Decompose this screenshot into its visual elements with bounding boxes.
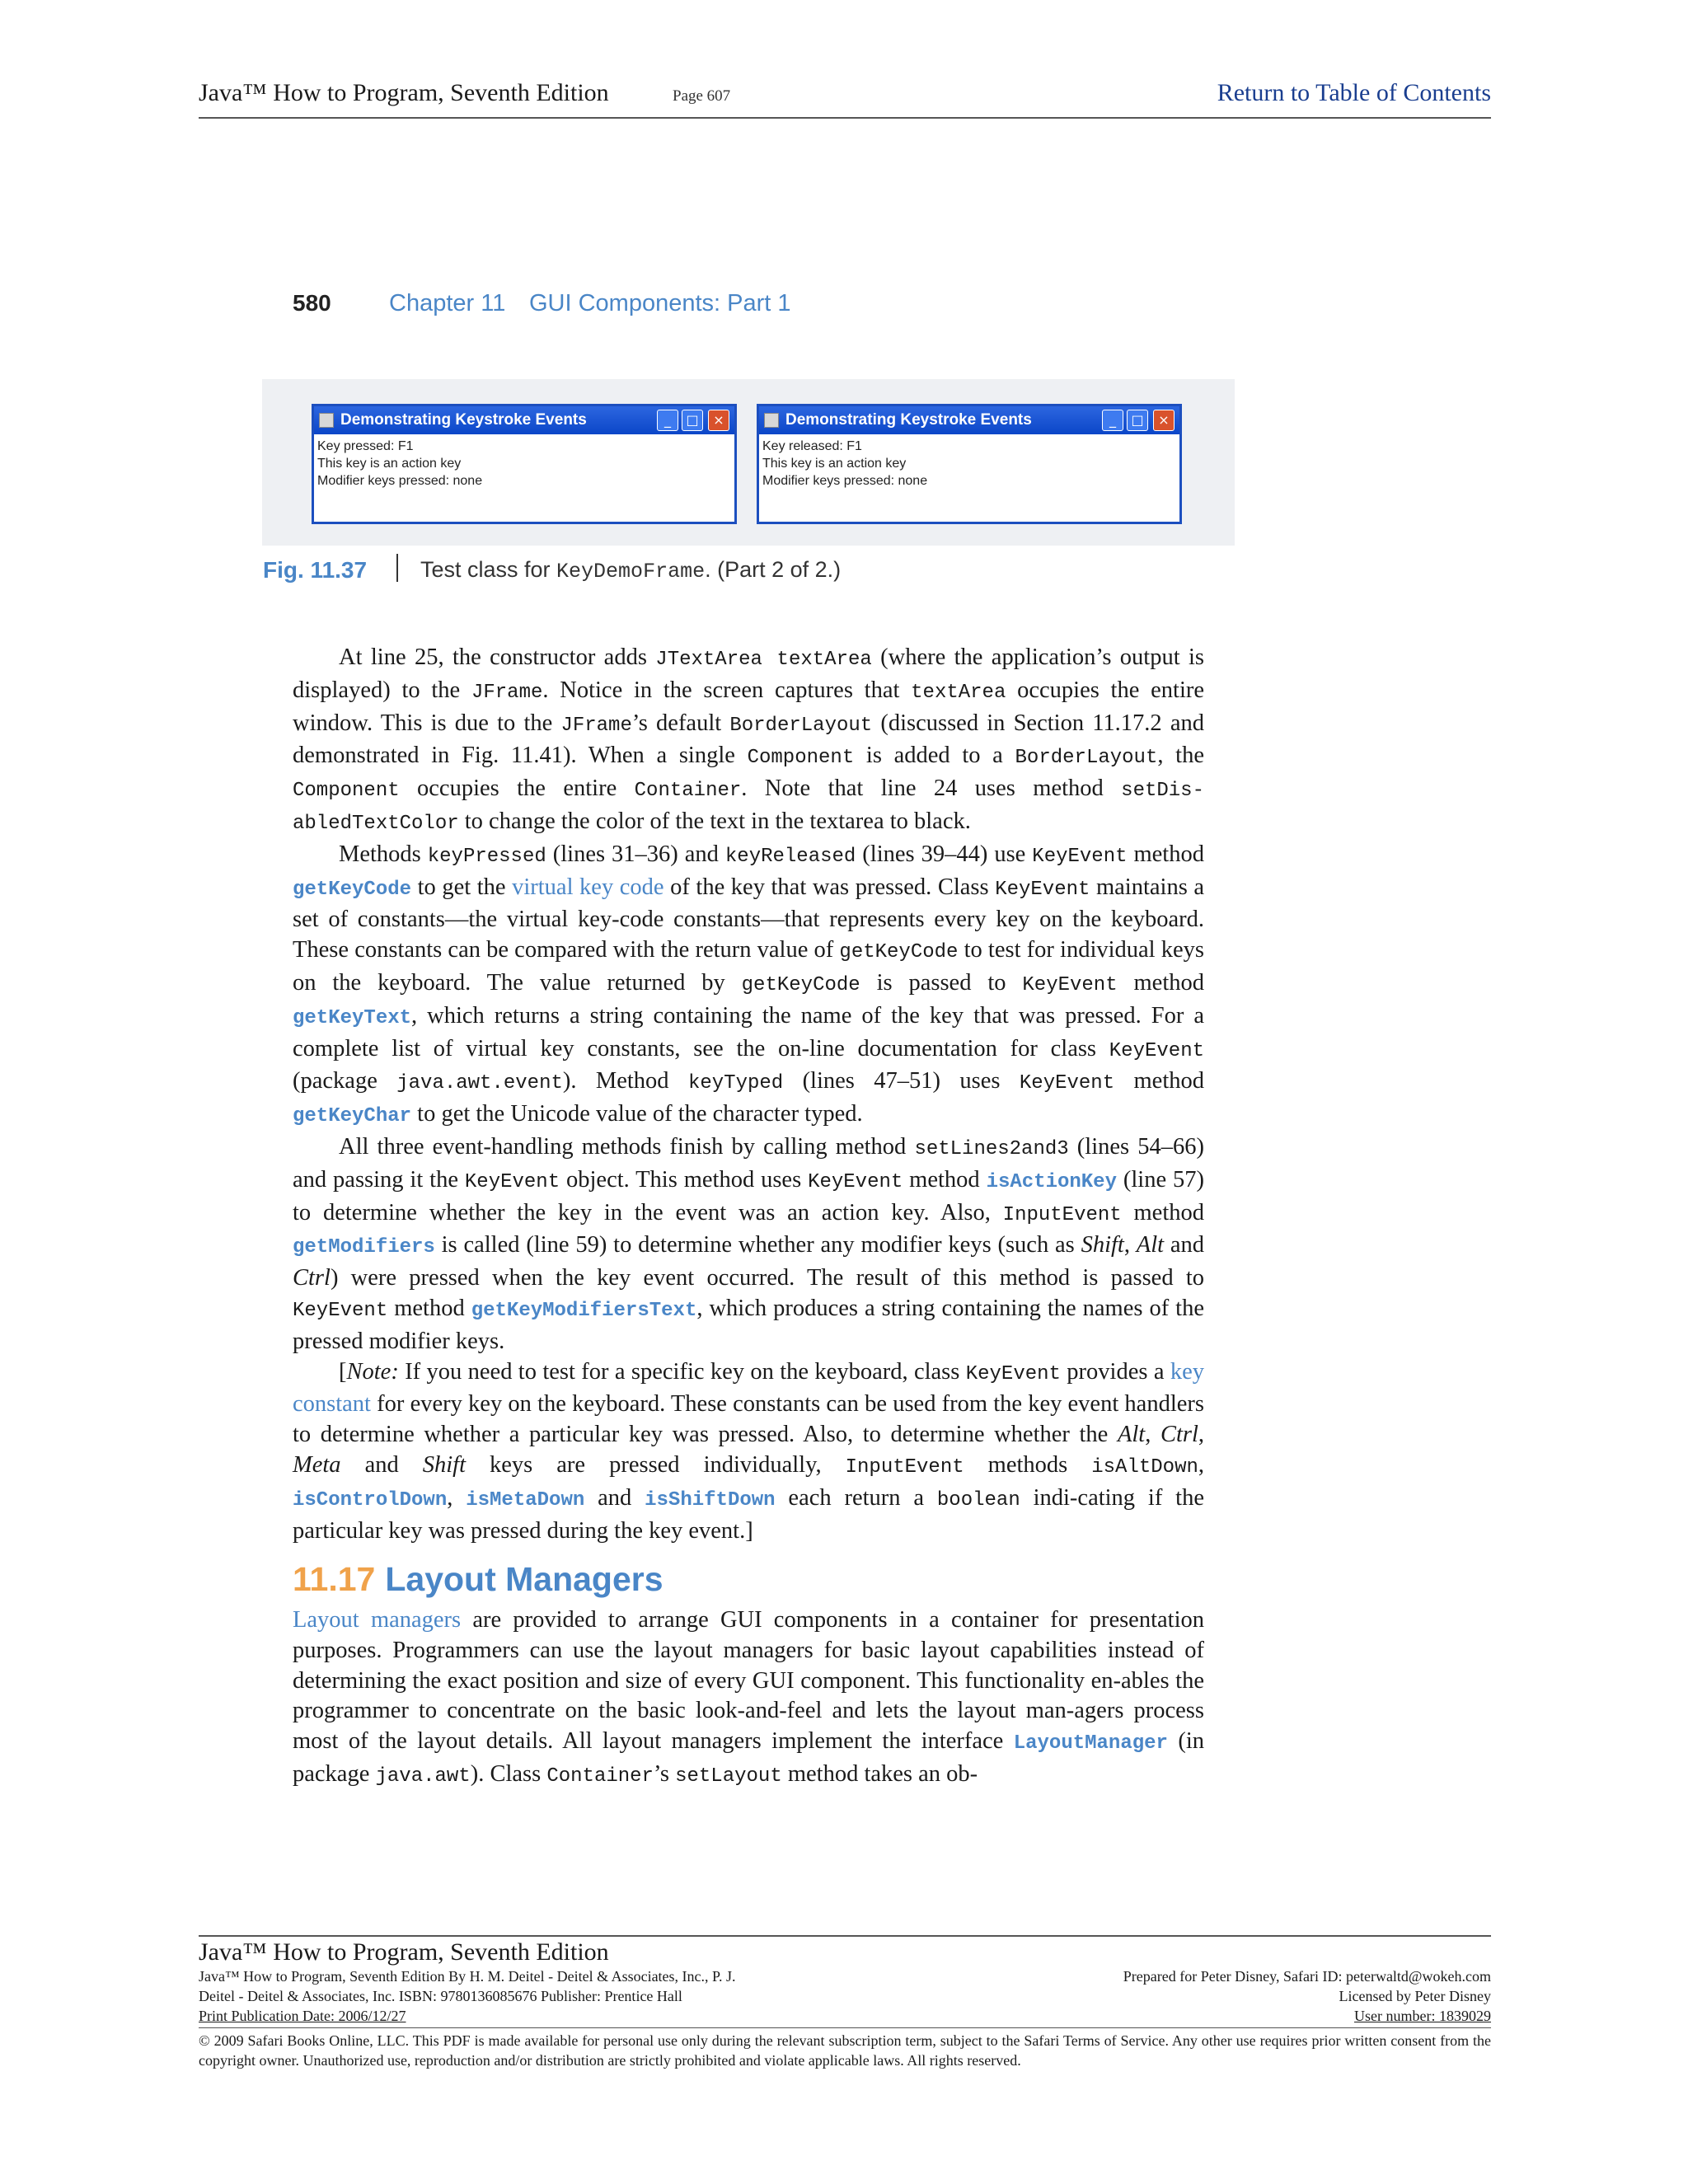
java-app-icon bbox=[319, 413, 334, 428]
book-title: Java™ How to Program, Seventh Edition bbox=[199, 79, 609, 106]
section-number: 11.17 bbox=[293, 1560, 376, 1598]
key-term: isMetaDown bbox=[466, 1488, 585, 1511]
copyright-notice: © 2009 Safari Books Online, LLC. This PDF is made available for personal use only during the relevant subscription term, subject to the Safari Terms of Service. Any other use requires prior written consent from the copyright owner. Unauthorized use, reproduction and/or distribution are strictly prohibited and violate applicable laws. All rights reserved. bbox=[199, 2032, 1491, 2069]
caption-suffix: . (Part 2 of 2.) bbox=[705, 557, 842, 582]
maximize-button[interactable]: □ bbox=[1127, 410, 1148, 431]
caption-separator bbox=[396, 554, 398, 582]
paragraph: At line 25, the constructor adds JTextArea textArea (where the application’s output is displayed) to the JFrame. Notice in the screen captures that textArea occupies the entire window. This is due to the JFrame’s default BorderLayout (discussed in Section 11.17.2 and demonstrated in Fig. 11.41). When a single Component is added to a BorderLayout, the Component occupies the entire Container. Note that line 24 uses method setDis-abledTextColor to change the color of the text in the textarea to black. bbox=[293, 644, 1205, 835]
page-header bbox=[199, 79, 1491, 119]
toc-link[interactable]: Return to Table of Contents bbox=[1217, 79, 1491, 106]
key-term: key constant bbox=[293, 1358, 1204, 1418]
text-line: This key is an action key bbox=[317, 457, 462, 471]
footer-line: User number: 1839029 bbox=[1354, 2008, 1491, 2024]
section-title: Layout Managers bbox=[385, 1560, 663, 1598]
key-term: LayoutManager bbox=[1013, 1732, 1168, 1755]
page-number: 580 bbox=[293, 290, 331, 316]
figure-caption bbox=[420, 557, 841, 583]
key-term: getModifiers bbox=[293, 1236, 435, 1259]
window-title: Demonstrating Keystroke Events bbox=[340, 411, 587, 429]
section-text bbox=[293, 1605, 1204, 1793]
footer-line: Licensed by Peter Disney bbox=[1339, 1988, 1491, 2004]
text-line: Modifier keys pressed: none bbox=[762, 474, 928, 488]
footer-line: Deitel - Deitel & Associates, Inc. ISBN: 9780136085676 Publisher: Prentice Hall bbox=[199, 1988, 682, 2004]
key-term: getKeyCode bbox=[293, 878, 412, 901]
footer-line: Java™ How to Program, Seventh Edition By H. M. Deitel - Deitel & Associates, Inc., P. J. bbox=[199, 1968, 736, 1985]
section-heading bbox=[293, 1560, 663, 1599]
java-app-icon bbox=[764, 413, 779, 428]
body-text bbox=[293, 643, 1204, 1546]
chapter-label: Chapter 11 bbox=[389, 290, 506, 316]
minimize-button[interactable]: _ bbox=[657, 410, 678, 431]
text-area[interactable] bbox=[317, 438, 482, 490]
close-button[interactable]: × bbox=[708, 410, 729, 431]
text-line: Key pressed: F1 bbox=[317, 439, 414, 453]
paragraph: Layout managers are provided to arrange GUI components in a container for presentation purposes. Programmers can use the layout managers for basic layout capabilities instead of determining the exact position and size of every GUI component. This functionality en-ables the programmer to concentrate on the basic look-and-feel and lets the layout man-agers process most of the layout details. All layout managers implement the interface LayoutManager (in package java.awt). Class Container’s setLayout method takes an ob- bbox=[293, 1607, 1204, 1788]
title-bar bbox=[314, 406, 734, 434]
title-bar bbox=[759, 406, 1179, 434]
footer-title: Java™ How to Program, Seventh Edition bbox=[199, 1938, 609, 1966]
page-label: Page 607 bbox=[673, 87, 731, 105]
key-term: isShiftDown bbox=[645, 1488, 776, 1511]
text-line: Modifier keys pressed: none bbox=[317, 474, 483, 488]
footer-rule bbox=[199, 1935, 1491, 1937]
text-line: This key is an action key bbox=[762, 457, 907, 471]
paragraph: [Note: If you need to test for a specific key on the keyboard, class KeyEvent provides a key constant for every key on the keyboard. These constants can be used from the key event handlers to determine whether a particular key was pressed. Also, to determine whether the Alt, Ctrl, Meta and Shift keys are pressed individually, InputEvent methods isAltDown, isControlDown, isMetaDown and isShiftDown each return a boolean indi-cating if the particular key was pressed during the key event.] bbox=[293, 1358, 1205, 1544]
key-term: Layout managers bbox=[293, 1607, 462, 1633]
chapter-title: GUI Components: Part 1 bbox=[529, 290, 791, 316]
paragraph: Methods keyPressed (lines 31–36) and keyReleased (lines 39–44) use KeyEvent method getKeyCode to get the virtual key code of the key that was pressed. Class KeyEvent maintains a set of constants—the virtual key-code constants—that represents every key on the keyboard. These constants can be compared with the return value of getKeyCode to test for individual keys on the keyboard. The value returned by getKeyCode is passed to KeyEvent method getKeyText, which returns a string containing the name of the key that was pressed. For a complete list of virtual key constants, see the on-line documentation for class KeyEvent (package java.awt.event). Method keyTyped (lines 47–51) uses KeyEvent method getKeyChar to get the Unicode value of the character typed. bbox=[293, 841, 1204, 1128]
footer-line: Print Publication Date: 2006/12/27 bbox=[199, 2008, 406, 2024]
text-area[interactable] bbox=[762, 438, 927, 490]
caption-text: Test class for bbox=[420, 557, 557, 582]
key-term: getKeyText bbox=[293, 1006, 412, 1029]
footer-line: Prepared for Peter Disney, Safari ID: peterwaltd@wokeh.com bbox=[1123, 1968, 1491, 1985]
key-term: isControlDown bbox=[293, 1488, 448, 1511]
demo-window-1 bbox=[312, 404, 737, 524]
key-term: getKeyModifiersText bbox=[471, 1299, 697, 1322]
key-term: getKeyChar bbox=[293, 1105, 412, 1128]
maximize-button[interactable]: □ bbox=[682, 410, 703, 431]
figure-caption-label: Fig. 11.37 bbox=[263, 557, 368, 583]
window-title: Demonstrating Keystroke Events bbox=[785, 411, 1032, 429]
close-button[interactable]: × bbox=[1153, 410, 1175, 431]
caption-code: KeyDemoFrame bbox=[556, 560, 706, 583]
key-term: virtual key code bbox=[512, 874, 664, 900]
minimize-button[interactable]: _ bbox=[1102, 410, 1123, 431]
key-term: isActionKey bbox=[986, 1170, 1117, 1193]
demo-window-2 bbox=[757, 404, 1182, 524]
paragraph: All three event-handling methods finish by calling method setLines2and3 (lines 54–66) and passing it the KeyEvent object. This method uses KeyEvent method isActionKey (line 57) to determine whether the key in the event was an action key. Also, InputEvent method getModifiers is called (line 59) to determine whether any modifier keys (such as Shift, Alt and Ctrl) were pressed when the key event occurred. The result of this method is passed to KeyEvent method getKeyModifiersText, which produces a string containing the names of the pressed modifier keys. bbox=[293, 1133, 1205, 1354]
text-line: Key released: F1 bbox=[762, 439, 862, 453]
footer-divider bbox=[199, 2027, 1491, 2028]
